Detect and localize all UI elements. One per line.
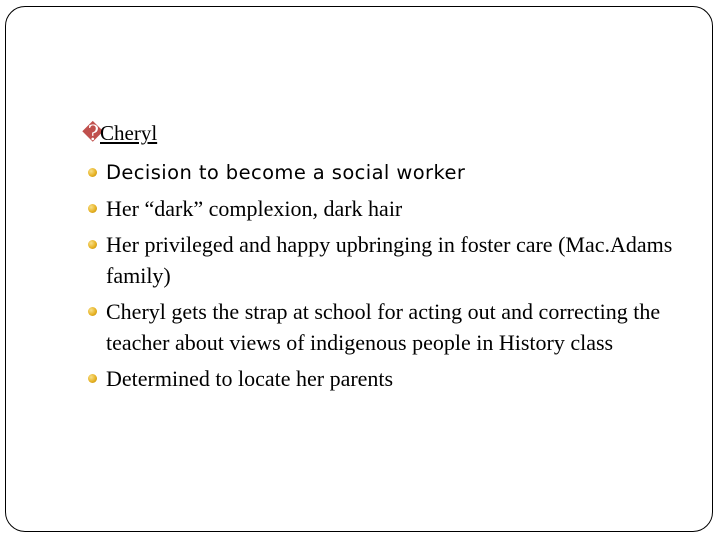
list-item bbox=[88, 157, 678, 188]
list-item bbox=[88, 229, 678, 291]
heading-text: Cheryl bbox=[100, 121, 158, 145]
bullet-dot-icon bbox=[88, 168, 97, 177]
missing-glyph-icon: � bbox=[82, 121, 104, 145]
bullet-list bbox=[88, 157, 678, 399]
slide-heading bbox=[82, 120, 157, 146]
list-item bbox=[88, 193, 678, 224]
bullet-text: Her privileged and happy upbringing in foster care (Mac.Adams family) bbox=[106, 232, 673, 288]
bullet-text: Her “dark” complexion, dark hair bbox=[106, 196, 403, 221]
bullet-text: Decision to become a social worker bbox=[106, 161, 466, 184]
bullet-dot-icon bbox=[88, 240, 97, 249]
list-item bbox=[88, 296, 678, 358]
bullet-text: Cheryl gets the strap at school for acting out and correcting the teacher about views of indigenous people in History class bbox=[106, 299, 661, 355]
bullet-dot-icon bbox=[88, 307, 97, 316]
bullet-dot-icon bbox=[88, 204, 97, 213]
list-item bbox=[88, 363, 678, 394]
bullet-text: Determined to locate her parents bbox=[106, 366, 394, 391]
bullet-dot-icon bbox=[88, 374, 97, 383]
